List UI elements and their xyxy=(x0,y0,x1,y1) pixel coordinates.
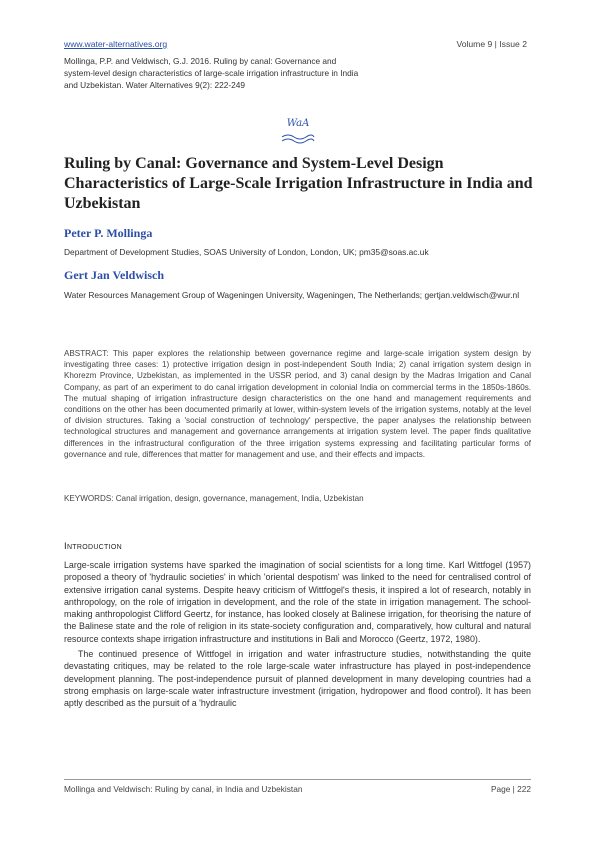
author-name: Gert Jan Veldwisch xyxy=(64,268,165,282)
author-affiliation: Department of Development Studies, SOAS University of London, London, UK; pm35@soas.ac.uk xyxy=(64,247,429,257)
body-text xyxy=(64,559,531,710)
article-title: Ruling by Canal: Governance and System-Level Design Characteristics of Large-Scale Irrigation Infrastructure in India and Uzbekistan xyxy=(64,155,533,212)
section-heading: Introduction xyxy=(64,541,122,552)
page-number: Page | 222 xyxy=(491,784,531,794)
keywords: KEYWORDS: Canal irrigation, design, governance, management, India, Uzbekistan xyxy=(64,494,364,503)
paragraph: Large-scale irrigation systems have sparked the imagination of social scientists for a long time. Karl Wittfogel (1957) proposed a theory of 'hydraulic societies' in which 'oriental despotism' was linked to the need for centralised control of extensive irrigation canal systems. Despite heavy criticism of Wittfogel's thesis, it inspired a lot of research, notably in anthropology, on the role of irrigation in development, and the role of the state in irrigation management. The school-making anthropologist Clifford Geertz, for instance, has looked closely at Balinese irrigation, for theorising the nature of the Balinese state and the role of religion in its state-society configuration and, comparatively, how cultural and natural resource contexts shape irrigation infrastructure and institutions in Bali and Morocco (Geertz, 1972, 1980). xyxy=(64,560,531,644)
footer-divider xyxy=(64,779,531,780)
volume-issue: Volume 9 | Issue 2 xyxy=(456,39,527,49)
citation: Mollinga, P.P. and Veldwisch, G.J. 2016. Ruling by canal: Governance and system-level design characteristics of large-scale irrigation infrastructure in India and Uzbekistan. Water Alternatives 9(2): 222-249 xyxy=(64,56,359,90)
journal-logo xyxy=(280,118,316,146)
abstract: ABSTRACT: This paper explores the relationship between governance regime and large-scale irrigation system design by investigating three cases: 1) protective irrigation design in post-independent South India; 2) canal irrigation system design in Khorezm Province, Uzbekistan, as implemented in the USSR period, and 3) canal design by the Madras Irrigation and Canal Company, as part of an experiment to do canal irrigation development in colonial India on commercial terms in the 1850s-1860s. The mutual shaping of irrigation infrastructure design characteristics on the one hand and management requirements and conditions on the other has been documented primarily at lower, within-system levels of the irrigation systems, notably at the level of division structures. Taking a 'social construction of technology' perspective, the paper analyses the relationship between technological structures and management and governance arrangements at irrigation system level. The paper finds qualitative differences in the infrastructural configuration of the three irrigation systems expressing and facilitating particular forms of governance and rule, differences that matter for management and use, and their effects and impacts. xyxy=(64,349,531,459)
author-affiliation: Water Resources Management Group of Wageningen University, Wageningen, The Netherlands; gertjan.veldwisch@wur.nl xyxy=(64,290,520,300)
paragraph: The continued presence of Wittfogel in irrigation and water infrastructure studies, notwithstanding the quite devastating critiques, may be related to the role large-scale water infrastructure has played in post-independence development planning. The post-independence pursuit of planned development in many developing countries had a strong emphasis on large-scale water infrastructure investment (irrigation, hydropower and flood control). It has been aptly described as the pursuit of a 'hydraulic xyxy=(64,649,531,709)
logo-text: WaA xyxy=(286,118,310,129)
wave-logo-icon xyxy=(280,132,316,144)
running-footer: Mollinga and Veldwisch: Ruling by canal, in India and Uzbekistan xyxy=(64,784,303,794)
journal-link[interactable]: www.water-alternatives.org xyxy=(64,39,168,49)
author-name: Peter P. Mollinga xyxy=(64,226,153,240)
